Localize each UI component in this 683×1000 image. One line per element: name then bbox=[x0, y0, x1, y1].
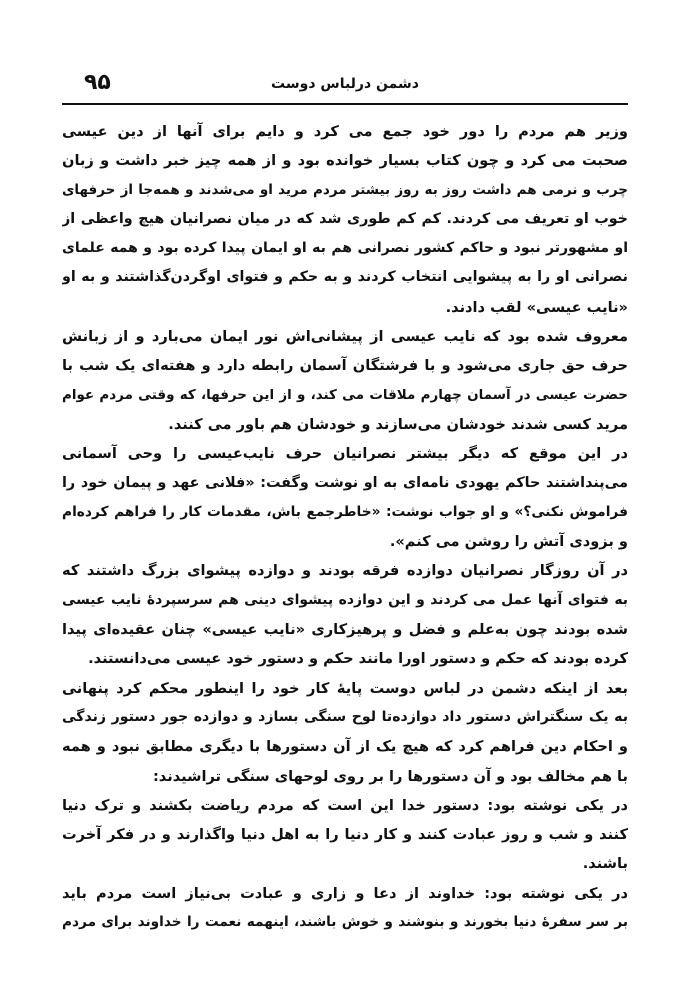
text-line: خوب او تعریف می کردند. کم کم طوری شد که در میان نصرانیان هیچ واعظی از bbox=[62, 210, 628, 227]
text-line: بر سر سفرهٔ دنیا بخورند و بنوشند و خوش باشند، اینهمه نعمت را خداوند برای مردم bbox=[62, 914, 628, 931]
text-line: با هم مخالف بود و آن دستورها را بر روی لوحهای سنگی تراشیدند: bbox=[152, 767, 628, 785]
text-line: در آن روزگار نصرانیان دوازده فرقه بودند و دوازده پیشوای بزرگ داشتند که bbox=[62, 562, 628, 580]
text-line: نصرانی او را به پیشوایی انتخاب کردند و به حکم و فتوای اوگردن‌گذاشتند و به او bbox=[62, 269, 628, 286]
text-line: کنند و شب و روز عبادت کنند و کار دنیا را به اهل دنیا واگذارند و در فکر آخرت bbox=[62, 826, 628, 844]
page-header bbox=[62, 66, 628, 106]
text-line: در یکی نوشته بود: دستور خدا این است که مردم ریاضت بکشند و ترک دنیا bbox=[62, 796, 628, 814]
text-line: و بزودی آتش را روشن می کنم». bbox=[389, 533, 628, 551]
text-line: مرید کسی شدند خودشان می‌سازند و خودشان هم باور می کنند. bbox=[168, 415, 628, 433]
text-line: به یک سنگتراش دستور داد دوازده‌تا لوح سنگی بسازد و دوازده جور دستور زندگی bbox=[62, 708, 628, 725]
text-line: فراموش نکنی؟» و او جواب نوشت: «خاطرجمع باش، مقدمات کار را فراهم کرده‌ام bbox=[62, 503, 628, 520]
text-line: وزیر هم مردم را دور خود جمع می کرد و دایم برای آنها از دین عیسی bbox=[62, 123, 628, 140]
text-line: معروف شده بود که نایب عیسی از پیشانی‌اش نور ایمان می‌بارد و از زبانش bbox=[62, 328, 628, 346]
body-text bbox=[62, 117, 628, 937]
text-line: باشند. bbox=[582, 855, 628, 873]
text-line: حرف حق جاری می‌شود و با فرشتگان آسمان رابطه دارد و هفته‌ای یک شب با bbox=[62, 357, 628, 375]
page-number: ۹۵ bbox=[84, 70, 111, 95]
text-line: حضرت عیسی در آسمان چهارم ملاقات می کند، و از این حرفها، که وقتی مردم عوام bbox=[62, 386, 628, 403]
text-line: در این موقع که دیگر بیشتر نصرانیان حرف نایب‌عیسی را وحی آسمانی bbox=[62, 445, 628, 463]
text-line: بعد از اینکه دشمن در لباس دوست پایهٔ کار خود را اینطور محکم کرد پنهانی bbox=[62, 679, 628, 697]
text-line: کرده بودند که حکم و دستور اورا مانند حکم و دستور خود عیسی می‌دانستند. bbox=[88, 650, 628, 668]
running-title: دشمن درلباس دوست bbox=[271, 76, 419, 92]
text-line: صحبت می کرد و چون کتاب بسیار خوانده بود و از همه چیز خبر داشت و زبان bbox=[62, 152, 628, 170]
text-line: چرب و نرمی هم داشت روز به روز بیشتر مردم مرید او می‌شدند و همه‌جا از حرفهای bbox=[62, 181, 628, 198]
header-rule bbox=[62, 103, 628, 105]
text-line: می‌پنداشتند حاکم یهودی نامه‌ای به او نوشت وگفت: «فلانی عهد و پیمان خود را bbox=[62, 474, 628, 491]
text-line: در یکی نوشته بود: خداوند از دعا و زاری و عبادت بی‌نیاز است مردم باید bbox=[62, 884, 628, 902]
text-line: و احکام دین فراهم کرد که هیچ یک از آن دستورها با دیگری مطابق نبود و همه bbox=[62, 738, 628, 756]
text-line: به فتوای آنها عمل می کردند و این دوازده پیشوای دینی هم سرسپردهٔ نایب عیسی bbox=[62, 591, 628, 608]
text-line: «نایب عیسی» لقب دادند. bbox=[445, 298, 628, 316]
text-line: او مشهورتر نبود و حاکم کشور نصرانی هم به او ایمان پیدا کرده بود و همه علمای bbox=[62, 240, 628, 257]
text-line: شده بودند چون به‌علم و فضل و پرهیزکاری «نایب عیسی» چنان عقیده‌ای پیدا bbox=[62, 621, 628, 639]
